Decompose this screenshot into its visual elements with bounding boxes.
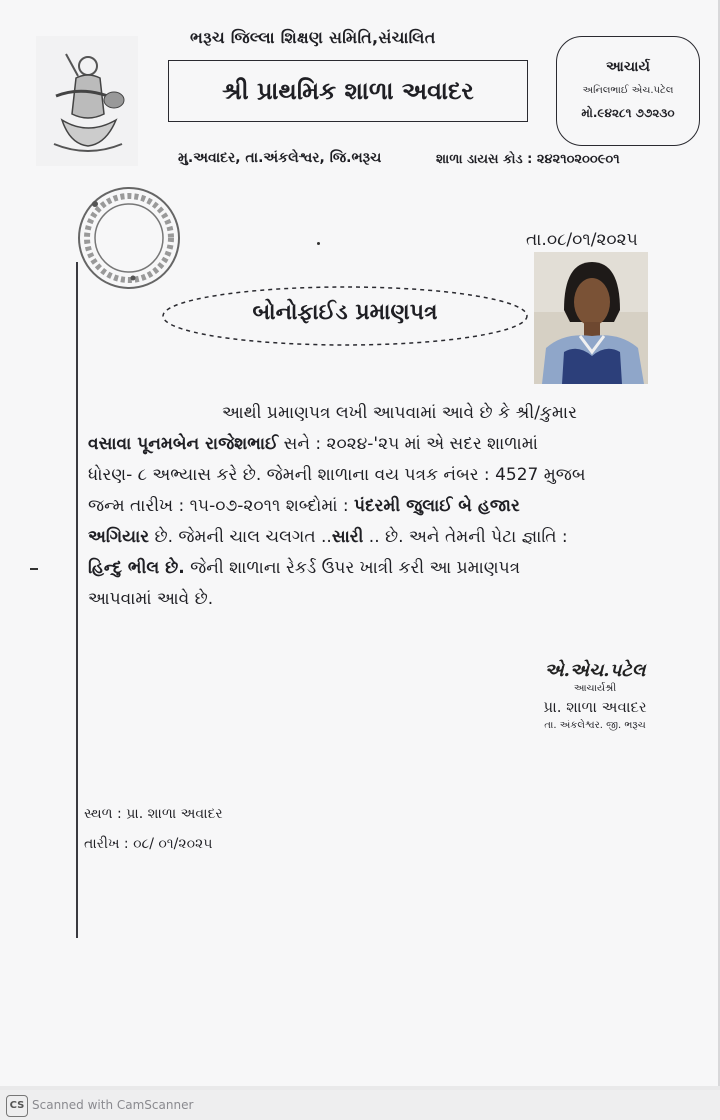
date-field: તારીખ : ૦૮/ ૦૧/૨૦૨૫ <box>84 836 213 852</box>
issue-date: તા.૦૮/૦૧/૨૦૨૫ <box>526 230 638 250</box>
body-line-2-rest: સને : ૨૦૨૪-'૨૫ માં એ સદર શાળામાં <box>278 434 538 454</box>
body-line-3: ધોરણ- ૮ અભ્યાસ કરે છે. જેમની શાળાના વય પત્રક નંબર : 4527 મુજબ <box>88 465 586 485</box>
certificate-body <box>88 398 658 615</box>
birth-year-word: અગિયાર <box>88 527 150 547</box>
signature-school: પ્રા. શાળા અવાદર <box>543 698 647 716</box>
body-line-6 <box>88 553 658 584</box>
margin-rule <box>76 262 78 938</box>
saraswati-logo <box>36 36 138 166</box>
body-line-5 <box>88 522 658 553</box>
birth-date-text: જન્મ તારીખ : ૧૫-૦૭-૨૦૧૧ શબ્દોમાં : <box>88 496 355 516</box>
principal-name: અનિલભાઈ એચ.પટેલ <box>582 85 674 96</box>
student-name: વસાવા પૂનમબેન રાજેશભાઈ <box>88 434 279 454</box>
committee-heading: ભરૂચ જિલ્લા શિક્ષણ સમિતિ,સંચાલિત <box>190 28 436 47</box>
body-line-2 <box>88 429 658 460</box>
principal-signature-block <box>520 660 670 731</box>
principal-mobile: મો.૯૪૨૮૧ ૭૭૨૩૦ <box>581 106 675 120</box>
principal-title: આચાર્ય <box>606 59 650 75</box>
signature-role: આચાર્યશ્રી <box>573 683 617 694</box>
body-line-7: આપવામાં આવે છે. <box>88 589 214 609</box>
school-name: શ્રી પ્રાથમિક શાળા અવાદર <box>222 77 474 105</box>
birth-date-words: પંદરમી જુલાઈ બે હજાર <box>354 496 520 516</box>
caste-value: હિન્દુ ભીલ છે. <box>88 558 185 578</box>
margin-dash <box>30 568 38 570</box>
student-photo <box>534 252 648 384</box>
principal-box <box>556 36 700 146</box>
body-line-4 <box>88 491 658 522</box>
record-text: જેની શાળાના રેકર્ડ ઉપર ખાત્રી કરી આ પ્રમાણપત્ર <box>184 558 521 578</box>
school-address: મુ.અવાદર, તા.અંકલેશ્વર, જિ.ભરૂચ <box>178 150 382 166</box>
signature-scribble: એ.એચ.પટેલ <box>544 660 646 681</box>
certificate-title: બોનોફાઈડ પ્રમાણપત્ર <box>252 300 438 325</box>
caste-label: .. છે. અને તેમની પેટા જ્ઞાતિ : <box>363 527 568 547</box>
conduct-value: સારી <box>331 527 364 547</box>
dise-code: શાળા ડાયસ કોડ : ૨૪૨૧૦૨૦૦૯૦૧ <box>436 152 620 167</box>
body-line-1: આથી પ્રમાણપત્ર લખી આપવામાં આવે છે કે શ્રી/કુમાર <box>222 403 577 423</box>
school-seal-stamp <box>75 184 183 292</box>
place-field: સ્થળ : પ્રા. શાળા અવાદર <box>84 806 223 822</box>
signature-place: તા. અંકલેશ્વર. જી. ભરૂચ <box>544 720 646 731</box>
ink-dot <box>317 242 320 245</box>
camscanner-watermark: Scanned with CamScanner <box>32 1098 194 1112</box>
camscanner-logo-icon: CS <box>6 1095 28 1117</box>
school-name-box <box>168 60 528 122</box>
conduct-text: છે. જેમની ચાલ ચલગત .. <box>149 527 332 547</box>
